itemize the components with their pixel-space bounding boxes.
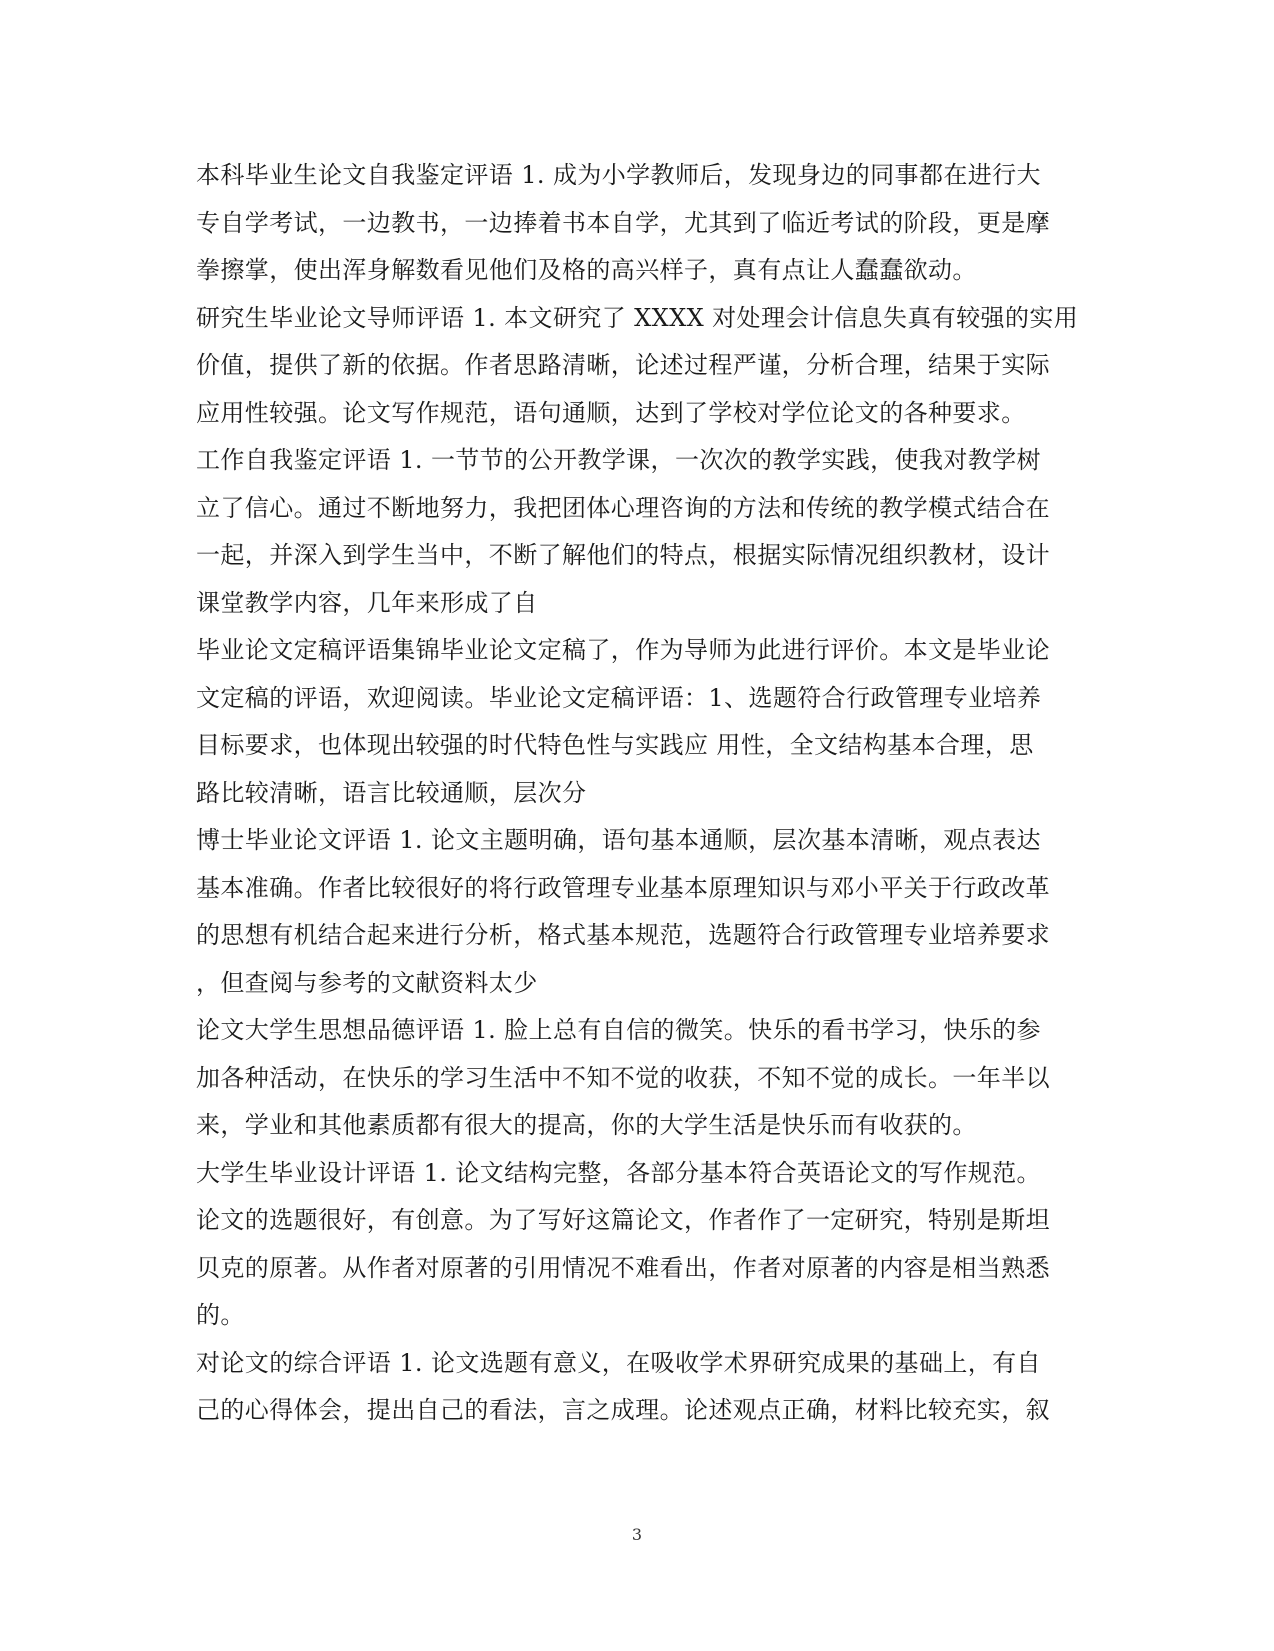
paragraph-line: 价值，提供了新的依据。作者思路清晰，论述过程严谨，分析合理，结果于实际 [196,351,1050,379]
paragraph-line: ，但查阅与参考的文献资料太少 [196,968,538,997]
paragraph-line: 路比较清晰，语言比较通顺，层次分 [196,778,587,807]
paragraph-line: 加各种活动，在快乐的学习生活中不知不觉的收获，不知不觉的成长。一年半以 [196,1063,1050,1092]
paragraph-line: 贝克的原著。从作者对原著的引用情况不难看出，作者对原著的内容是相当熟悉 [196,1253,1050,1282]
paragraph-line: 研究生毕业论文导师评语 1. 本文研究了 XXXX 对处理会计信息失真有较强的实用 [196,303,1079,332]
paragraph-line: 论文的选题很好，有创意。为了写好这篇论文，作者作了一定研究，特别是斯坦 [196,1206,1050,1234]
paragraph [196,817,1080,1007]
paragraph-line: 大学生毕业设计评语 1. 论文结构完整，各部分基本符合英语论文的写作规范。 [196,1158,1041,1187]
paragraph-line: 文定稿的评语，欢迎阅读。毕业论文定稿评语：1、选题符合行政管理专业培养 [196,683,1042,712]
paragraph-line: 本科毕业生论文自我鉴定评语 1. 成为小学教师后，发现身边的同事都在进行大 [196,161,1041,189]
paragraph [196,1150,1080,1340]
paragraph-line: 对论文的综合评语 1. 论文选题有意义，在吸收学术界研究成果的基础上，有自 [196,1348,1041,1377]
paragraph [196,1007,1080,1150]
paragraph-line: 的思想有机结合起来进行分析，格式基本规范，选题符合行政管理专业培养要求 [196,921,1050,949]
paragraph-line: 来，学业和其他素质都有很大的提高，你的大学生活是快乐而有收获的。 [196,1111,977,1139]
paragraph-line: 博士毕业论文评语 1. 论文主题明确，语句基本通顺，层次基本清晰，观点表达 [196,826,1041,854]
paragraph [196,437,1080,627]
paragraph [196,295,1080,438]
paragraph-line: 立了信心。通过不断地努力，我把团体心理咨询的方法和传统的教学模式结合在 [196,493,1050,522]
paragraph-line: 工作自我鉴定评语 1. 一节节的公开教学课，一次次的教学实践，使我对教学树 [196,446,1041,474]
paragraph [196,152,1080,295]
paragraph-line: 己的心得体会，提出自己的看法，言之成理。论述观点正确，材料比较充实，叙 [196,1396,1050,1424]
paragraph [196,627,1080,817]
paragraph-line: 应用性较强。论文写作规范，语句通顺，达到了学校对学位论文的各种要求。 [196,398,1026,427]
paragraph-line: 目标要求，也体现出较强的时代特色性与实践应 用性，全文结构基本合理，思 [196,731,1034,759]
page-number: 3 [631,1525,643,1544]
paragraph-line: 专自学考试，一边教书，一边捧着书本自学，尤其到了临近考试的阶段，更是摩 [196,208,1050,237]
paragraph-line: 的。 [196,1301,245,1329]
paragraph-line: 课堂教学内容，几年来形成了自 [196,588,538,617]
paragraph-line: 毕业论文定稿评语集锦毕业论文定稿了，作为导师为此进行评价。本文是毕业论 [196,636,1050,664]
paragraph-line: 基本准确。作者比较很好的将行政管理专业基本原理知识与邓小平关于行政改革 [196,873,1050,902]
document-body [196,152,1080,1435]
paragraph-line: 拳擦掌，使出浑身解数看见他们及格的高兴样子，真有点让人蠢蠢欲动。 [196,256,977,284]
paragraph-line: 论文大学生思想品德评语 1. 脸上总有自信的微笑。快乐的看书学习，快乐的参 [196,1016,1041,1044]
paragraph-line: 一起，并深入到学生当中，不断了解他们的特点，根据实际情况组织教材，设计 [196,541,1050,569]
paragraph [196,1340,1080,1435]
